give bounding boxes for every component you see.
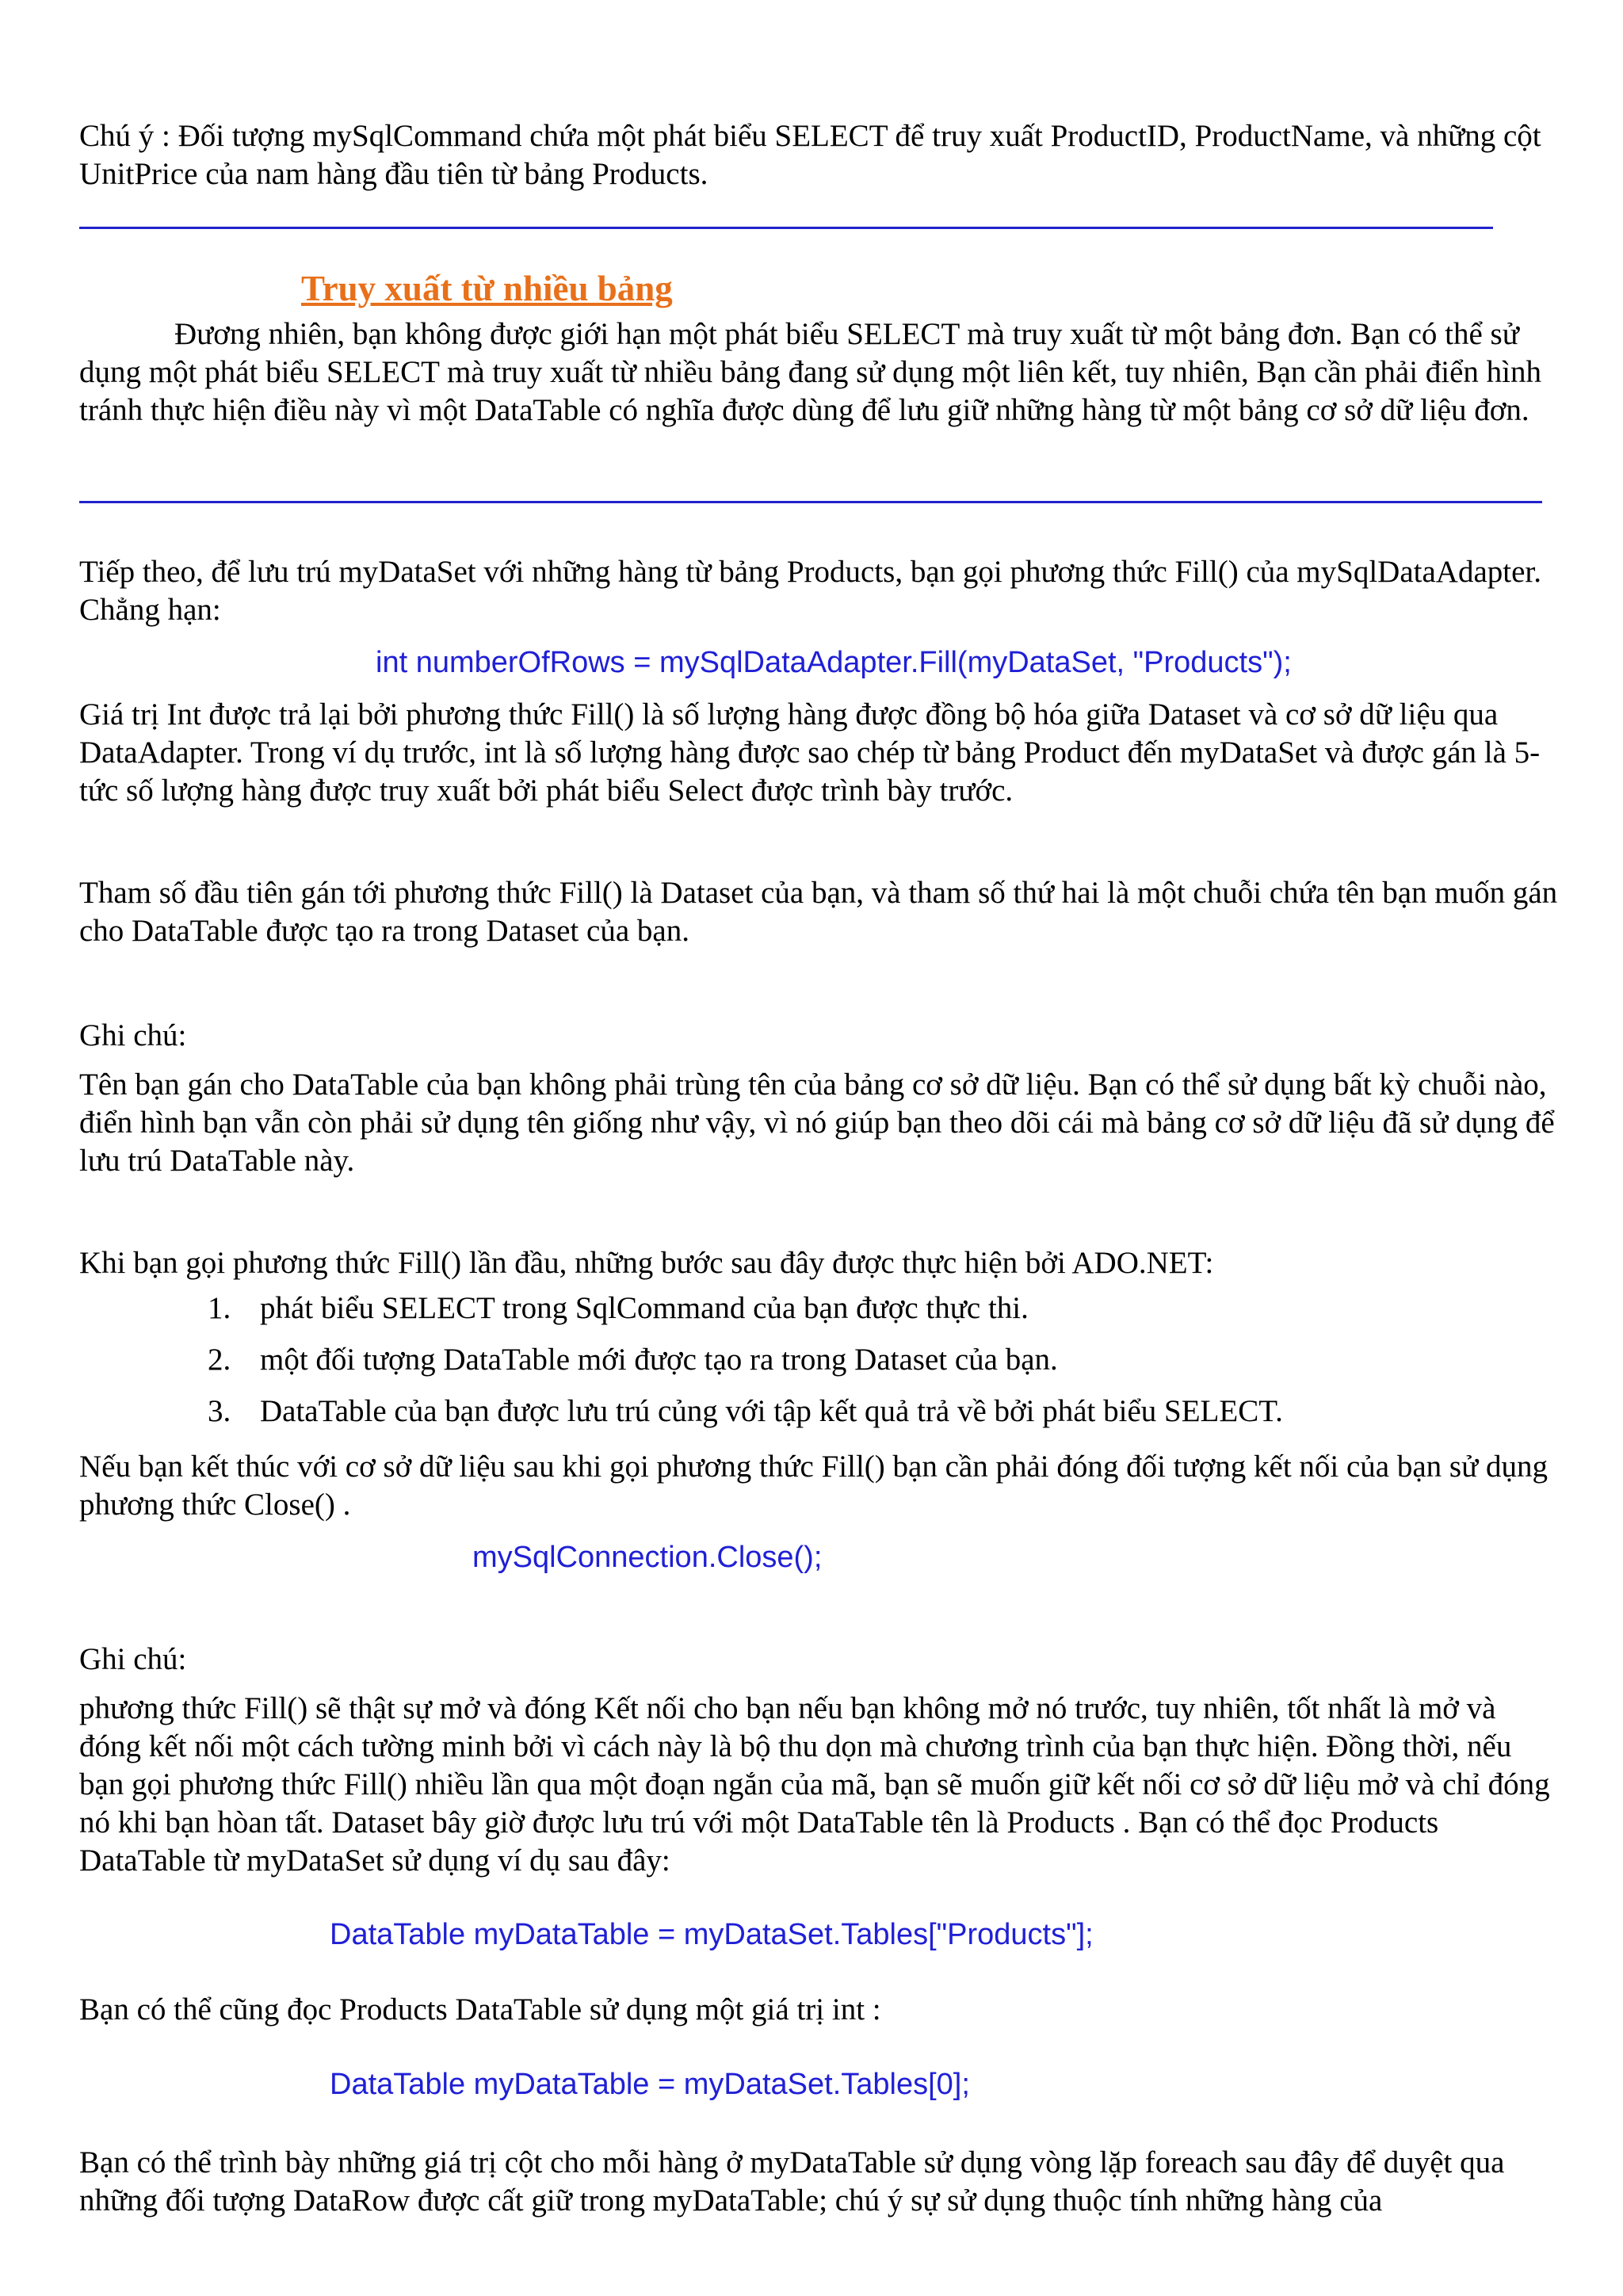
list-item (208, 1392, 1283, 1444)
list-item (208, 1289, 1283, 1341)
step-text: DataTable của bạn được lưu trú củng với tập kết quả trả về bởi phát biểu SELECT. (260, 1394, 1283, 1428)
section-heading: Truy xuất từ nhiều bảng (301, 269, 673, 308)
code-close: mySqlConnection.Close(); (472, 1541, 823, 1574)
step-number: 2. (208, 1343, 231, 1377)
divider-top (79, 227, 1493, 229)
step-number: 1. (208, 1291, 231, 1325)
note-top: Chú ý : Đối tượng mySqlCommand chứa một phát biểu SELECT để truy xuất ProductID, ProductName, và những cột UnitPrice của nam hàng đầu tiên từ bảng Products. (79, 119, 1541, 191)
code-tables-by-index: DataTable myDataTable = myDataSet.Tables[0]; (330, 2068, 970, 2101)
param-text: Tham số đầu tiên gán tới phương thức Fill() là Dataset của bạn, và tham số thứ hai là một chuỗi chứa tên bạn muốn gán cho DataTable được tạo ra trong Dataset của bạn. (79, 876, 1558, 948)
code-tables-by-name: DataTable myDataTable = myDataSet.Tables["Products"]; (330, 1918, 1094, 1951)
step-text: phát biểu SELECT trong SqlCommand của bạn được thực thi. (260, 1291, 1029, 1325)
int-text: Bạn có thể cũng đọc Products DataTable sử dụng một giá trị int : (79, 1992, 881, 2027)
note2-text: phương thức Fill() sẽ thật sự mở và đóng Kết nối cho bạn nếu bạn không mở nó trước, tuy nhiên, tốt nhất là mở và đóng kết nối một cách tường minh bởi vì cách này là bộ thu dọn mà chương trình của bạn thực hiện. Đồng thời, nếu bạn gọi phương thức Fill() nhiều lần qua một đoạn ngắn của mã, bạn sẽ muốn giữ kết nối cơ sở dữ liệu mở và chỉ đóng nó khi bạn hòan tất. Dataset bây giờ được lưu trú với một DataTable tên là Products . Bạn có thể đọc Products DataTable từ myDataSet sử dụng ví dụ sau đây: (79, 1691, 1550, 1878)
note2-label: Ghi chú: (79, 1642, 187, 1676)
note1-label: Ghi chú: (79, 1018, 187, 1052)
code-fill: int numberOfRows = mySqlDataAdapter.Fill(myDataSet, "Products"); (376, 646, 1292, 679)
close-text: Nếu bạn kết thúc với cơ sở dữ liệu sau khi gọi phương thức Fill() bạn cần phải đóng đối tượng kết nối của bạn sử dụng phương thức Close() . (79, 1450, 1548, 1522)
fill-intro: Tiếp theo, để lưu trú myDataSet với những hàng từ bảng Products, bạn gọi phương thức Fill() của mySqlDataAdapter. Chẳng hạn: (79, 555, 1541, 627)
step-number: 3. (208, 1394, 231, 1428)
steps-list (208, 1289, 1283, 1444)
foreach-text: Bạn có thể trình bày những giá trị cột cho mỗi hàng ở myDataTable sử dụng vòng lặp foreach sau đây để duyệt qua những đối tượng DataRow được cất giữ trong myDataTable; chú ý sự sử dụng thuộc tính những hàng của (79, 2145, 1505, 2218)
fill-return-text: Giá trị Int được trả lại bởi phương thức Fill() là số lượng hàng được đồng bộ hóa giữa Dataset và cơ sở dữ liệu qua DataAdapter. Trong ví dụ trước, int là số lượng hàng được sao chép từ bảng Product đến myDataSet và được gán là 5- tức số lượng hàng được truy xuất bởi phát biểu Select được trình bày trước. (79, 697, 1541, 808)
divider-section (79, 501, 1542, 503)
steps-intro: Khi bạn gọi phương thức Fill() lần đầu, những bước sau đây được thực hiện bởi ADO.NET: (79, 1246, 1214, 1280)
step-text: một đối tượng DataTable mới được tạo ra trong Dataset của bạn. (260, 1343, 1058, 1377)
list-item (208, 1341, 1283, 1392)
note1-text: Tên bạn gán cho DataTable của bạn không phải trùng tên của bảng cơ sở dữ liệu. Bạn có thể sử dụng bất kỳ chuỗi nào, điển hình bạn vẫn còn phải sử dụng tên giống như vậy, vì nó giúp bạn theo dõi cái mà bảng cơ sở dữ liệu đã sử dụng để lưu trú DataTable này. (79, 1068, 1555, 1178)
section-paragraph: Đương nhiên, bạn không được giới hạn một phát biểu SELECT mà truy xuất từ một bảng đơn. Bạn có thể sử dụng một phát biểu SELECT mà truy xuất từ nhiều bảng đang sử dụng một liên kết, tuy nhiên, Bạn cần phải điển hình tránh thực hiện điều này vì một DataTable có nghĩa được dùng để lưu giữ những hàng từ một bảng cơ sở dữ liệu đơn. (79, 317, 1542, 427)
